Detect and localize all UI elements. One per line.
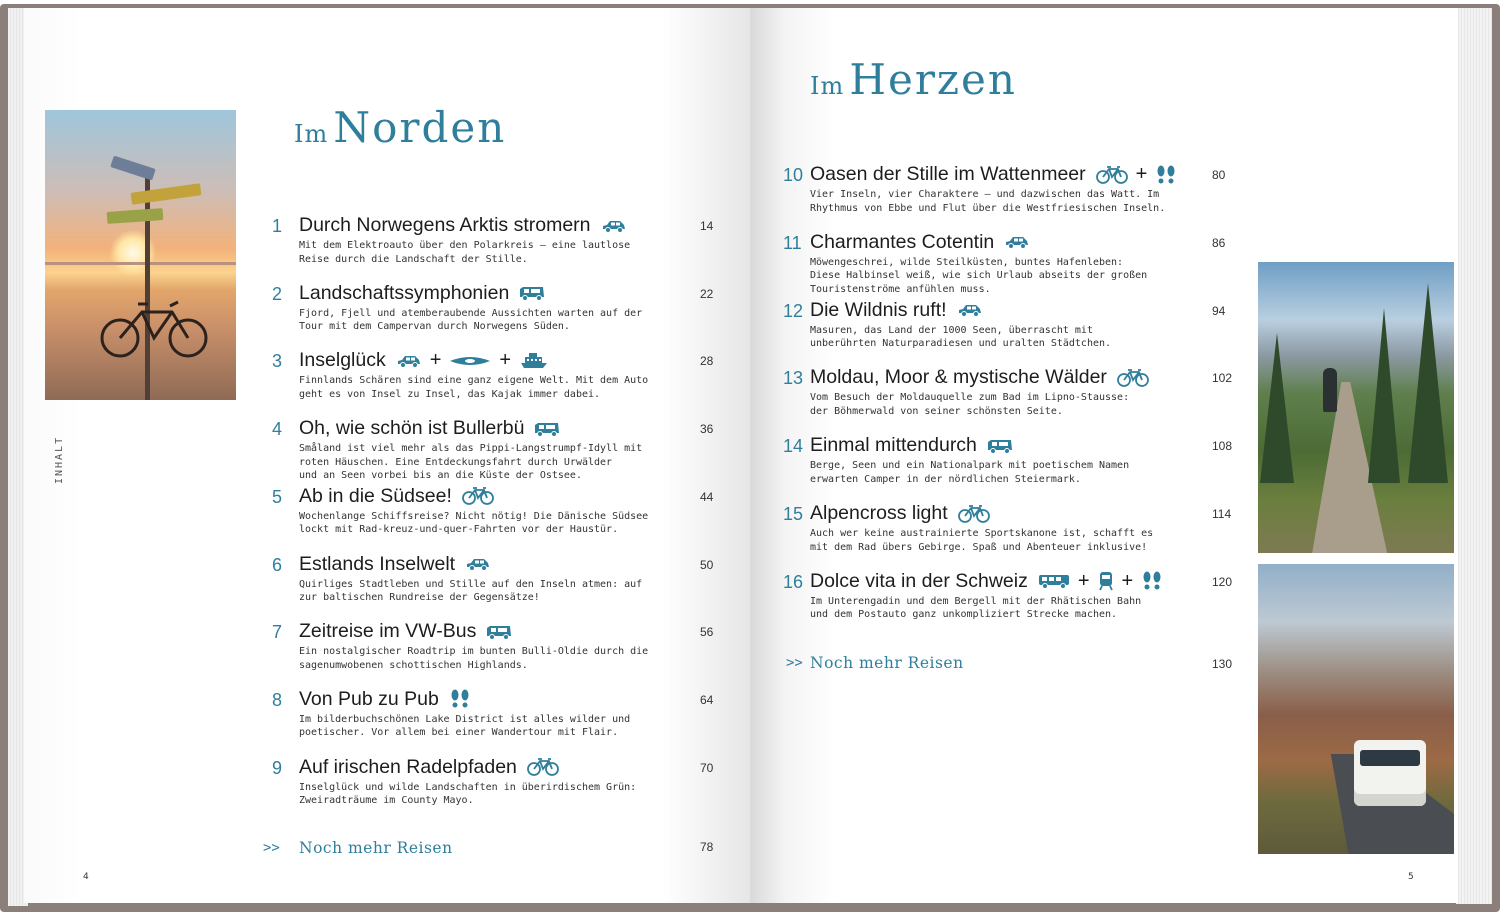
transport-icons [462,487,494,505]
entry-title [810,570,1163,593]
camper-vehicle [1354,740,1426,806]
entry-description [810,188,1165,215]
entry-description-line: mit dem Rad übers Gebirge. Spaß und Abenteuer inklusive! [810,541,1148,553]
toc-page-number: 130 [1212,657,1233,671]
sign-board [131,183,202,205]
toc-entry[interactable] [272,417,722,485]
entry-title-text: Estlands Inselwelt [299,552,456,575]
tree-shape [1260,333,1294,483]
entry-number: 12 [783,300,804,321]
entry-title-text: Die Wildnis ruft! [810,298,947,321]
entry-description-line: lockt mit Rad-kreuz-und-quer-Fahrten vor der Haustür. [299,524,619,536]
transport-icons [1038,570,1163,593]
entry-title-text: Zeitreise im VW-Bus [299,620,477,643]
bicycle-icon [1117,369,1149,387]
kayak-icon [449,355,491,367]
entry-number: 1 [272,216,283,236]
plus-sign: + [499,349,512,372]
hiker-figure [1323,368,1337,412]
transport-icons [958,505,990,523]
entry-title-text: Einmal mittendurch [810,434,977,457]
toc-entry[interactable] [272,688,722,756]
entry-title [299,417,560,440]
toc-page-number: 102 [1212,371,1233,386]
transport-icons [486,624,512,640]
signpost-pole [145,170,150,400]
more-trips-link[interactable]: Noch mehr Reisen [810,654,964,672]
entry-title-text: Auf irischen Radelpfaden [299,755,517,778]
entry-title-text: Alpencross light [810,502,948,524]
entry-description [299,578,642,605]
toc-page-number: 56 [700,625,714,640]
bicycle-icon [1096,166,1128,184]
entry-number: 6 [272,554,283,575]
transport-icons [987,438,1013,454]
entry-description-line: Diese Halbinsel weiß, wie sich Urlaub abseits der großen [810,270,1148,282]
transport-icons [1004,235,1030,249]
car-icon [1004,235,1030,249]
entry-description-line: Zweiradträume im County Mayo. [299,795,474,807]
entry-description-line: geht es von Insel zu Insel, das Kajak immer dabei. [299,388,601,400]
entry-number: 5 [272,486,283,507]
transport-icons [396,349,549,372]
toc-entry[interactable] [272,282,722,350]
transport-icons [957,303,983,317]
entry-description-line: Auch wer keine austrainierte Sportskanone ist, schafft es [810,528,1154,539]
entry-description-line: und dem Postauto ganz unkompliziert Strecke machen. [810,609,1118,621]
toc-entry[interactable] [272,214,722,282]
toc-entry[interactable] [783,366,1243,434]
entry-title-text: Durch Norwegens Arktis stromern [299,214,591,236]
entry-description [810,324,1111,351]
entry-number: 7 [272,622,283,643]
toc-page-number: 50 [700,557,714,572]
transport-icons [1096,163,1178,186]
photo-mountain-hiker [1258,262,1454,553]
entry-title [299,282,545,305]
entry-title [810,163,1177,186]
entry-title [299,688,471,711]
entry-number: 15 [783,504,804,524]
entry-description-line: Fjord, Fjell und atemberaubende Aussichten warten auf der [299,307,643,319]
entry-description-line: Småland ist viel mehr als das Pippi-Langstrumpf-Idyll mit [299,443,643,455]
entry-title [810,299,983,322]
photo-highland-camper [1258,564,1454,854]
entry-description [299,307,642,334]
entry-description [810,595,1141,622]
transport-icons [527,758,559,776]
entry-description-line: der Böhmerwald von seiner schönsten Seite. [810,405,1063,417]
bicycle-icon [527,758,559,776]
heading-main: Norden [333,103,507,152]
footprints-icon [449,689,471,709]
horizon-line [45,262,236,265]
entry-description-line: roten Häuschen. Eine Entdeckungsfahrt durch Urwälder [299,456,613,468]
entry-description [299,374,648,401]
toc-entry[interactable] [272,620,722,688]
transport-icons [449,689,471,709]
tree-shape [1408,283,1448,483]
toc-page-number: 14 [700,219,714,233]
sign-board [107,208,164,224]
toc-page-number: 28 [700,354,714,369]
entry-description-line: Vier Inseln, vier Charaktere – und dazwischen das Watt. Im [810,189,1160,200]
toc-page-number: 22 [700,286,714,301]
toc-entry[interactable] [783,231,1243,299]
page-stack-right [1456,8,1492,904]
entry-title [299,756,559,779]
section-heading-norden [294,103,506,152]
entry-description [299,510,648,537]
campervan-icon [519,285,545,301]
transport-icons [519,285,545,301]
entry-description-line: Im Unterengadin und dem Bergell mit der Rhätischen Bahn [810,595,1142,607]
entry-number: 3 [272,351,283,372]
more-trips-link[interactable]: Noch mehr Reisen [299,839,453,857]
toc-entry[interactable] [783,299,1243,367]
entry-title-text: Ab in die Südsee! [299,484,452,507]
toc-page-number: 64 [700,692,714,707]
bicycle-silhouette [100,292,210,360]
entry-description-line: Berge, Seen und ein Nationalpark mit poetischem Namen [810,460,1130,472]
toc-page-number: 70 [700,760,714,775]
entry-description-line: poetischer. Vor allem bei einer Wandertour mit Flair. [299,727,619,739]
entry-title [299,485,494,508]
entry-description-line: Reise durch die Landschaft der Stille. [299,253,528,265]
toc-entry[interactable] [272,485,722,553]
entry-description-line: und an Seen vorbei bis an die Küste der Ostsee. [299,470,582,482]
entry-description-line: Ein nostalgischer Roadtrip im bunten Bulli-Oldie durch die [299,646,649,658]
transport-icons [1117,369,1149,387]
entry-title-text: Oasen der Stille im Wattenmeer [810,163,1086,185]
car-icon [396,354,422,368]
entry-number: 13 [783,368,804,389]
entry-number: 16 [783,571,804,592]
entry-description-line: Rhythmus von Ebbe und Flut über die Westfriesischen Inseln. [810,202,1166,214]
bicycle-icon [462,487,494,505]
entry-description [299,239,630,266]
entry-title [299,349,549,372]
entry-description [299,713,630,740]
car-icon [957,303,983,317]
section-heading-herzen [810,55,1017,104]
entry-description-line: Vom Besuch der Moldauquelle zum Bad im Lipno-Stausse: [810,392,1130,404]
entry-title [299,553,491,576]
entry-title [810,231,1030,254]
toc-page-number: 120 [1212,574,1233,589]
entry-title-text: Landschaftssymphonien [299,281,510,304]
entry-description-line: Tour mit dem Campervan durch Norwegens Süden. [299,321,570,333]
entry-description-line: Quirliges Stadtleben und Stille auf den Inseln atmen: auf [299,578,643,590]
entry-description [299,645,648,672]
entry-title [810,366,1149,389]
toc-page-number: 78 [700,840,714,854]
entry-title-text: Dolce vita in der Schweiz [810,569,1028,592]
transport-icons [534,421,560,437]
more-arrow: >> [263,840,280,856]
entry-number: 11 [783,232,802,253]
entry-number: 8 [272,689,283,710]
toc-entry[interactable] [783,502,1243,570]
entry-description [810,459,1129,486]
campervan-icon [486,624,512,640]
toc-page-number: 44 [700,489,714,504]
toc-page-number: 94 [1212,303,1226,318]
toc-entry[interactable] [272,349,722,417]
toc-page-number: 108 [1212,439,1233,454]
plus-sign: + [1135,163,1148,185]
toc-entry[interactable] [783,570,1243,638]
toc-page-number: 36 [700,422,714,437]
ferry-icon [519,352,549,370]
entry-title-text: Moldau, Moor & mystische Wälder [810,366,1107,389]
toc-page-number: 114 [1212,507,1232,521]
entry-description-line: erwarten Camper in der nördlichen Steiermark. [810,473,1081,485]
car-icon [465,557,491,571]
transport-icons [601,219,627,233]
toc-page-number: 86 [1212,235,1226,250]
entry-description [299,442,642,483]
toc-entry[interactable] [272,756,722,824]
entry-title-text: Oh, wie schön ist Bullerbü [299,417,525,440]
plus-sign: + [429,349,442,372]
entry-description-line: Möwengeschrei, wilde Steilküsten, buntes Hafenleben: [810,256,1124,268]
plus-sign: + [1121,569,1134,592]
more-arrow: >> [786,655,803,671]
entry-description-line: Mit dem Elektroauto über den Polarkreis – eine lautlose [299,240,631,251]
entry-title-text: Charmantes Cotentin [810,230,995,253]
page-number-right: 5 [1408,872,1414,882]
footprints-icon [1141,571,1163,591]
page-number-left: 4 [83,872,89,882]
toc-entry[interactable] [272,553,722,621]
entry-title-text: Von Pub zu Pub [299,687,439,710]
campervan-icon [987,438,1013,454]
heading-prefix: Im [810,72,845,100]
entry-number: 10 [783,165,804,185]
entry-title [810,434,1013,457]
entry-description-line: Wochenlange Schiffsreise? Nicht nötig! Die Dänische Südsee [299,510,649,522]
entry-number: 2 [272,283,283,304]
photo-signpost-beach [45,110,236,400]
train-icon [1098,571,1114,591]
transport-icons [465,557,491,571]
plus-sign: + [1077,569,1090,592]
entry-description [299,781,636,808]
entry-number: 14 [783,436,804,457]
entry-description [810,256,1147,297]
entry-title [299,620,512,643]
campervan-icon [534,421,560,437]
entry-description-line: Finnlands Schären sind eine ganz eigene Welt. Mit dem Auto [299,375,649,387]
bicycle-icon [958,505,990,523]
heading-main: Herzen [849,55,1017,104]
entry-description-line: sagenumwobenen schottischen Highlands. [299,659,528,671]
toc-entry[interactable] [783,434,1243,502]
heading-prefix: Im [294,120,329,148]
entry-description-line: Masuren, das Land der 1000 Seen, überrascht mit [810,324,1093,336]
entry-number: 9 [272,757,283,778]
entry-title-text: Inselglück [299,349,386,372]
entry-description-line: Im bilderbuchschönen Lake District ist alles wilder und [299,713,631,725]
side-label-inhalt: INHALT [54,435,65,484]
entry-description-line: unberührten Naturparadiesen und uralten Städtchen. [810,338,1112,350]
entry-number: 4 [272,419,283,440]
entry-description [810,527,1153,554]
toc-entry[interactable] [783,163,1243,231]
sign-board [110,155,156,180]
entry-title [810,502,990,525]
tree-shape [1368,308,1400,483]
entry-description-line: Touristenströme anfühlen muss. [810,283,991,295]
entry-description-line: Inselglück und wilde Landschaften in überirdischem Grün: [299,781,637,793]
bus-icon [1038,573,1070,589]
entry-description [810,391,1129,418]
entry-description-line: zur baltischen Rundreise der Gegensätze! [299,592,540,603]
car-icon [601,219,627,233]
entry-title [299,214,627,237]
toc-page-number: 80 [1212,168,1226,182]
footprints-icon [1155,165,1177,185]
